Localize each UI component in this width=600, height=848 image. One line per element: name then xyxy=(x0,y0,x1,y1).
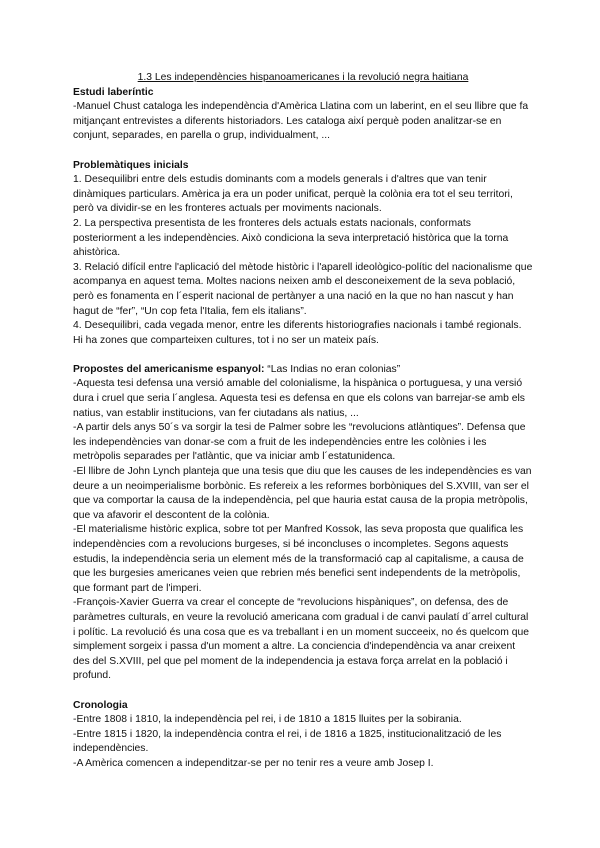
paragraph: 4. Desequilibri, cada vegada menor, entre les diferents historiografies nacionals i també regionals. Hi ha zones que comparteixen cultures, tot i no ser un mateix país. xyxy=(73,320,522,346)
paragraph: -Manuel Chust cataloga les independència d'Amèrica Llatina com un laberint, en el seu llibre que fa mitjançant entrevistes a diferents historiadors. Les cataloga així perquè poden analitzar-se en conjunt, separades, en parella o grup, individualment, ... xyxy=(73,101,529,142)
paragraph: -Aquesta tesi defensa una versió amable del colonialisme, la hispànica o portuguesa, y una versió dura i cruel que seria l´anglesa. Aquesta tesi es defensa en que els colons van barrejar-se amb els natius, van establir institucions, van fer ciutadans als natius, ... xyxy=(73,378,525,419)
paragraph: -Entre 1815 i 1820, la independència contra el rei, i de 1816 a 1825, institucionalització de les independències. xyxy=(73,728,502,755)
section-problematiques xyxy=(73,159,533,349)
paragraph: 2. La perspectiva presentista de les fronteres dels actuals estats nacionals, conformats posteriorment a les independències. Això condiciona la seva interpretació històrica que la torna ahistòrica. xyxy=(73,217,509,259)
section-propostes xyxy=(73,363,533,684)
section-heading-propostes-bold: Propostes del americanisme espanyol: xyxy=(73,363,265,375)
section-heading-propostes-quote: “Las Indias no eran colonias” xyxy=(264,363,401,375)
section-heading-cronologia: Cronologia xyxy=(73,699,128,711)
paragraph: -Entre 1808 i 1810, la independència pel rei, i de 1810 a 1815 lluites per la sobirania. xyxy=(73,714,462,726)
section-heading-estudi: Estudi laberíntic xyxy=(73,86,154,98)
paragraph: -El materialisme històric explica, sobre tot per Manfred Kossok, las seva proposta que qualifica les independències com a revolucions burgeses, si bé inconcluses o incompletes. Segons aquests estudis, la independència seria un element més de la transformació cap al capitalisme, a causa de que les burgesies americanes veien que rebrien més benefici sent independents de la metròpolis, que formant part de l'imperi. xyxy=(73,524,524,594)
paragraph: -A partir dels anys 50´s va sorgir la tesi de Palmer sobre les “revolucions atlàntiques”. Defensa que les independències van donar-se com a fruit de les independències entre les colònies i les metròpolis separades per l'atlàntic, que va iniciar amb l´estatunidenca. xyxy=(73,422,526,463)
section-heading-problematiques: Problemàtiques inicials xyxy=(73,159,189,171)
paragraph: -El llibre de John Lynch planteja que una tesis que diu que les causes de les independències es van deure a un neoimperialisme borbònic. Es refereix a les reformes borbòniques del S.XVIII, van ser el que va comportar la causa de la independència, pel que hauria estat causa de la propia metròpolis, que va afavorir el descontent de la colònia. xyxy=(73,466,532,521)
section-heading-propostes xyxy=(73,363,533,378)
paragraph: -A Amèrica comencen a independitzar-se per no tenir res a veure amb Josep I. xyxy=(73,757,434,769)
page-title: 1.3 Les independències hispanoamericanes i la revolució negra haitiana xyxy=(137,72,469,83)
section-estudi xyxy=(73,86,533,144)
paragraph: -François-Xavier Guerra va crear el concepte de “revolucions hispàniques”, on defensa, des de paràmetres culturals, en veure la revolució americana com gradual i de canvi paulatí d´arrel cultural i polític. La revolució és una cosa que es va treballant i en un moment succeeix, no és quelcom que simplement sorgeix i passa d'un moment a altre. La conciencia d'independència va anar creixent des del S.XVIII, pel que pel moment de la independencia ja estava força arrelat en la població i profund. xyxy=(73,597,529,682)
document-body xyxy=(73,71,533,772)
section-cronologia xyxy=(73,699,533,772)
paragraph: 1. Desequilibri entre dels estudis dominants com a models generals i d'altres que van tenir dinàmiques particulars. Amèrica ja era un poder unificat, perquè la colònia era tot el seu territori, però va dividir-se en les fronteres actuals per moviments nacionals. xyxy=(73,174,513,215)
paragraph: 3. Relació difícil entre l'aplicació del mètode històric i l'aparell ideològico-polític del nacionalisme que acompanya en aquest tema. Moltes nacions neixen amb el desconeixement de la seva població, però es fonamenta en l´esperit nacional de pertànyer a una nació en la que no han nascut y han hagut de “fer”, “Un cop feta l'Italia, fem els italians”. xyxy=(73,261,533,317)
